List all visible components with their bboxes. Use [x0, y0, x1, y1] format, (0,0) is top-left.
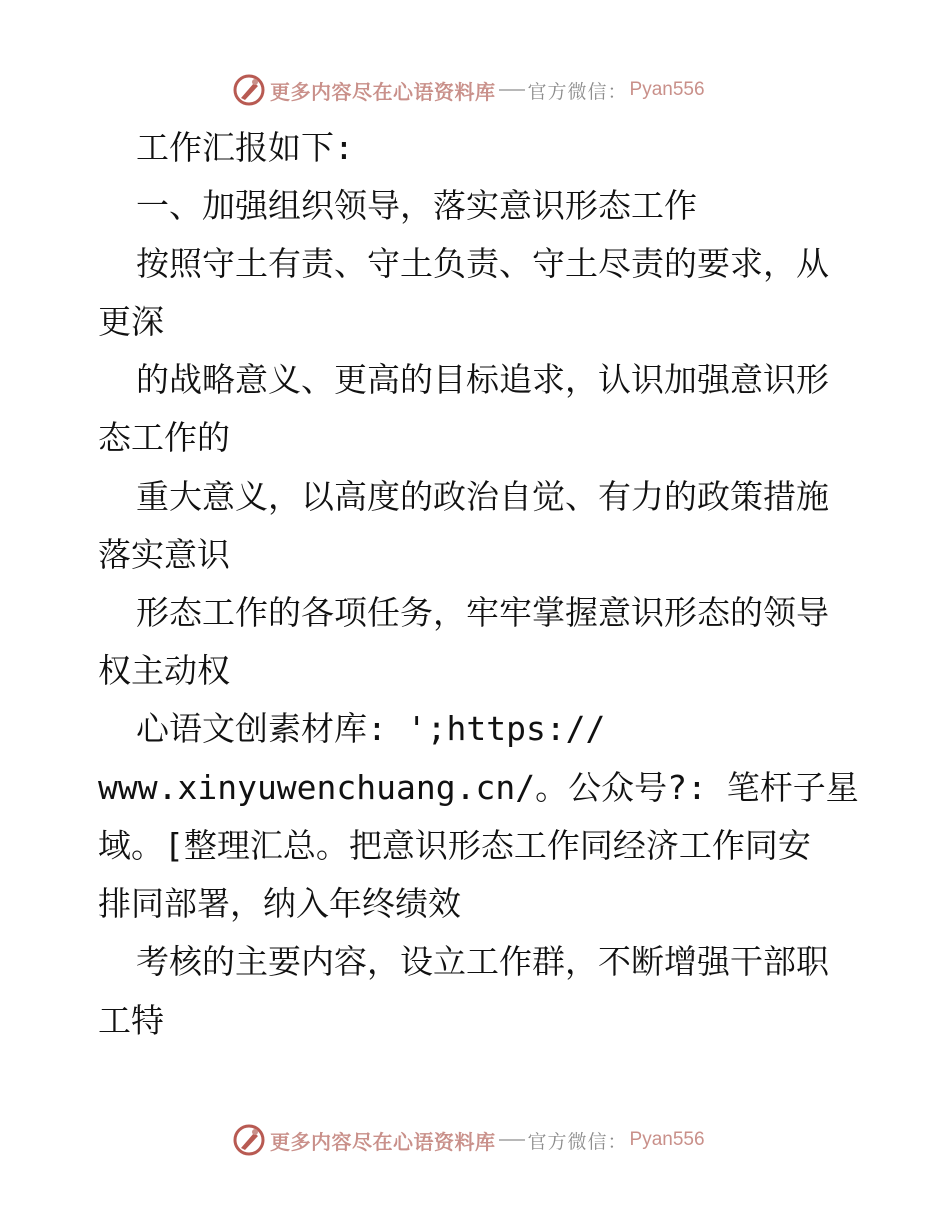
body-line: www.xinyuwenchuang.cn/。公众号?: 笔杆子星 [98, 768, 859, 807]
body-line: 工特 [98, 1001, 164, 1040]
brush-pen-logo-icon [232, 73, 266, 107]
body-line: 权主动权 [98, 651, 230, 690]
body-line: 落实意识 [98, 535, 230, 574]
body-line: 考核的主要内容，设立工作群，不断增强干部职 [136, 942, 829, 981]
body-line: 按照守土有责、守土负责、守土尽责的要求，从 [136, 244, 829, 283]
body-line: 的战略意义、更高的目标追求，认识加强意识形 [136, 360, 829, 399]
watermark-official-label: 官方微信： [527, 1130, 628, 1153]
body-line: 形态工作的各项任务，牢牢掌握意识形态的领导 [136, 593, 829, 632]
watermark-site-text: 更多内容尽在心语资料库 [270, 79, 496, 104]
watermark-wechat-id: Pyan556 [629, 1129, 705, 1150]
brush-pen-logo-icon [232, 1123, 266, 1157]
body-line: 心语文创素材库: ';https:// [136, 709, 606, 748]
body-line: 排同部署，纳入年终绩效 [98, 884, 461, 923]
watermark-wechat-id: Pyan556 [629, 79, 705, 100]
body-line: 重大意义，以高度的政治自觉、有力的政策措施 [136, 477, 829, 516]
body-line: 工作汇报如下: [136, 128, 354, 167]
body-line: 态工作的 [98, 418, 230, 457]
body-line: 更深 [98, 302, 164, 341]
footer-watermark-banner [232, 1120, 705, 1160]
watermark-dash [499, 89, 525, 91]
section-heading: 一、加强组织领导，落实意识形态工作 [136, 186, 697, 225]
body-line: 域。[整理汇总。把意识形态工作同经济工作同安 [98, 826, 811, 865]
header-watermark-banner [232, 70, 705, 110]
watermark-dash [499, 1139, 525, 1141]
watermark-official-label: 官方微信： [527, 80, 628, 103]
watermark-site-text: 更多内容尽在心语资料库 [270, 1129, 496, 1154]
